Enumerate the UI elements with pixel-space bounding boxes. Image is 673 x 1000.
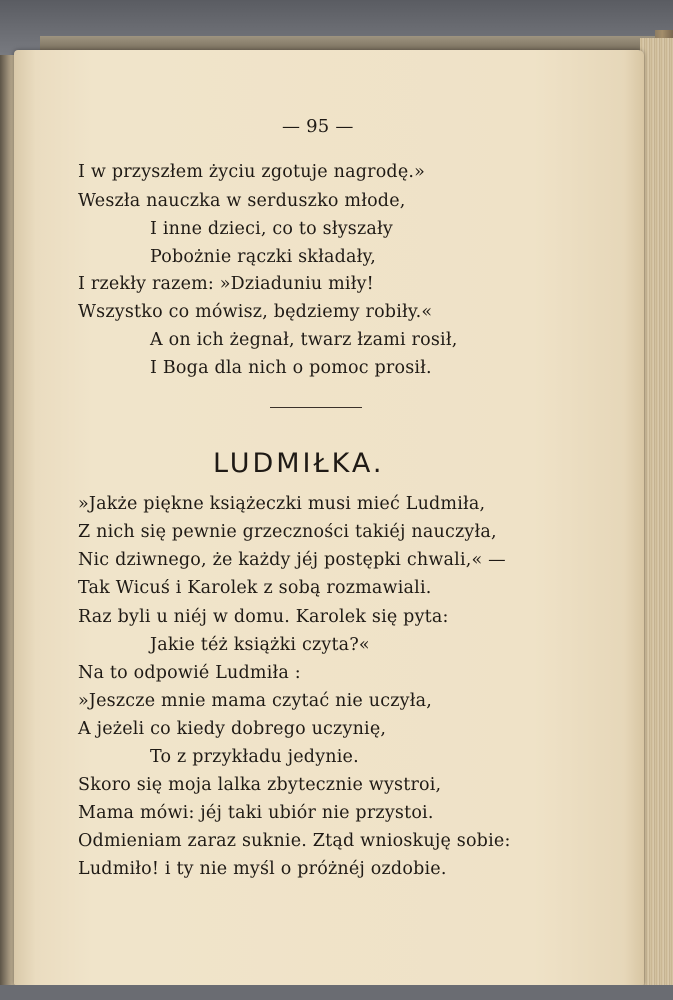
section-divider <box>270 407 362 408</box>
poem-line: Jakie téż książki czyta?« <box>150 635 370 655</box>
poem-line: I w przyszłem życiu zgotuje nagrodę.» <box>78 162 426 182</box>
poem-line: Na to odpowié Ludmiła : <box>78 663 301 683</box>
poem-line: Skoro się moja lalka zbytecznie wystroi, <box>78 775 442 795</box>
page-number: — 95 — <box>282 116 354 137</box>
section-title: LUDMIŁKA. <box>213 448 385 479</box>
poem-line: Z nich się pewnie grzeczności takiéj nauczyła, <box>78 522 497 542</box>
poem-line: A jeżeli co kiedy dobrego uczynię, <box>78 719 387 739</box>
poem-line: »Jeszcze mnie mama czytać nie uczyła, <box>78 691 432 711</box>
poem-line: A on ich żegnał, twarz łzami rosił, <box>150 330 458 350</box>
poem-line: To z przykładu jedynie. <box>150 747 359 767</box>
poem-line: Wszystko co mówisz, będziemy robiły.« <box>78 302 433 322</box>
poem-line: Raz byli u niéj w domu. Karolek się pyta: <box>78 607 449 627</box>
poem-line: »Jakże piękne książeczki musi mieć Ludmiła, <box>78 494 486 514</box>
poem-line: I Boga dla nich o pomoc prosił. <box>150 358 432 378</box>
poem-line: Weszła nauczka w serduszko młode, <box>78 191 406 211</box>
poem-line: Ludmiło! i ty nie myśl o próżnéj ozdobie. <box>78 859 447 879</box>
poem-line: I rzekły razem: »Dziaduniu miły! <box>78 274 374 294</box>
poem-line: Tak Wicuś i Karolek z sobą rozmawiali. <box>78 578 432 598</box>
poem-line: Mama mówi: jéj taki ubiór nie przystoi. <box>78 803 434 823</box>
poem-line: Odmieniam zaraz suknie. Ztąd wnioskuję sobie: <box>78 831 511 851</box>
poem-line: Nic dziwnego, że każdy jéj postępki chwali,« — <box>78 550 506 570</box>
poem-line: I inne dzieci, co to słyszały <box>150 219 393 239</box>
poem-line: Pobożnie rączki składały, <box>150 247 377 267</box>
